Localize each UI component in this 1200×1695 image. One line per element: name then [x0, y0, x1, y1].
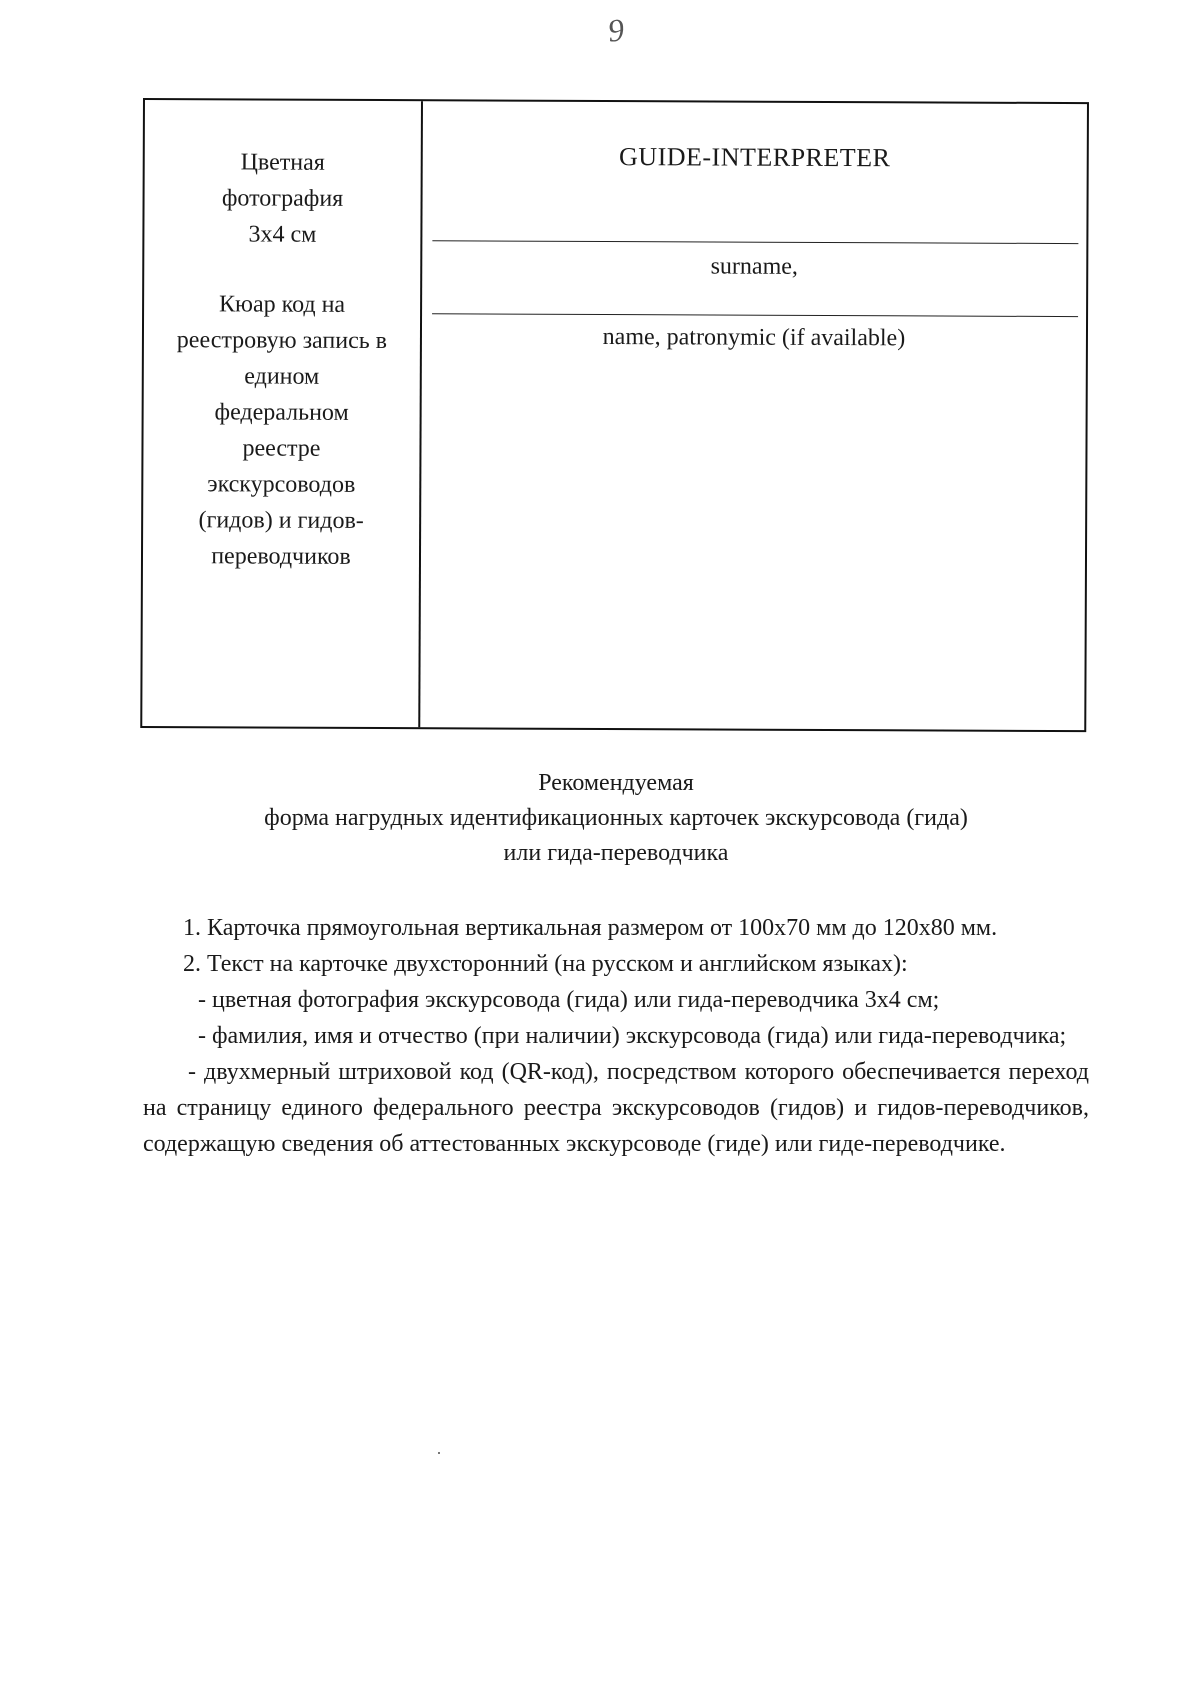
bullet-qr-code: - двухмерный штриховой код (QR-код), посредством которого обеспечивается переход на страницу единого федерального реестра экскурсоводов (гидов) и гидов-переводчиков, содержащую сведения об аттестованных экскурсоводе (гиде) или гиде-переводчике.	[143, 1059, 1089, 1157]
qr-line: федеральном	[214, 399, 349, 426]
bullet-photo: - цветная фотография экскурсовода (гида) или гида-переводчика 3x4 см;	[198, 987, 940, 1013]
caption-line: форма нагрудных идентификационных карточек экскурсовода (гида)	[264, 805, 968, 831]
name-patronymic-label: name, patronymic (if available)	[602, 324, 906, 352]
qr-placeholder-text	[143, 286, 420, 575]
scan-artifact	[438, 1452, 440, 1454]
surname-underline	[432, 240, 1078, 244]
qr-line: реестре	[242, 435, 321, 462]
caption-line: Рекомендуемая	[538, 770, 694, 796]
qr-line: переводчиков	[211, 543, 351, 570]
card-title: GUIDE-INTERPRETER	[618, 142, 891, 173]
photo-line: Цветная	[240, 149, 325, 176]
qr-line: Кюар код на	[219, 291, 346, 318]
surname-label: surname,	[710, 253, 798, 280]
item-2-card-text: 2. Текст на карточке двухсторонний (на русском и английском языках):	[183, 951, 908, 977]
qr-line: реестровую запись в	[176, 327, 388, 355]
requirements-text	[143, 910, 1089, 1162]
qr-line: (гидов) и гидов-	[198, 507, 364, 534]
card-photo-qr-cell	[142, 100, 423, 727]
page-number: 9	[606, 11, 626, 49]
qr-line: едином	[244, 363, 320, 390]
qr-line: экскурсоводов	[207, 471, 356, 498]
name-underline	[432, 313, 1078, 317]
form-caption	[143, 766, 1089, 871]
id-card-template	[140, 98, 1089, 732]
photo-line: 3x4 см	[248, 221, 317, 248]
photo-placeholder-text	[144, 144, 420, 253]
photo-line: фотография	[221, 185, 344, 212]
item-1-card-size: 1. Карточка прямоугольная вертикальная размером от 100x70 мм до 120x80 мм.	[183, 915, 998, 941]
bullet-full-name: - фамилия, имя и отчество (при наличии) экскурсовода (гида) или гида-переводчика;	[198, 1023, 1067, 1049]
card-name-cell	[420, 101, 1087, 730]
caption-line: или гида-переводчика	[503, 840, 729, 866]
